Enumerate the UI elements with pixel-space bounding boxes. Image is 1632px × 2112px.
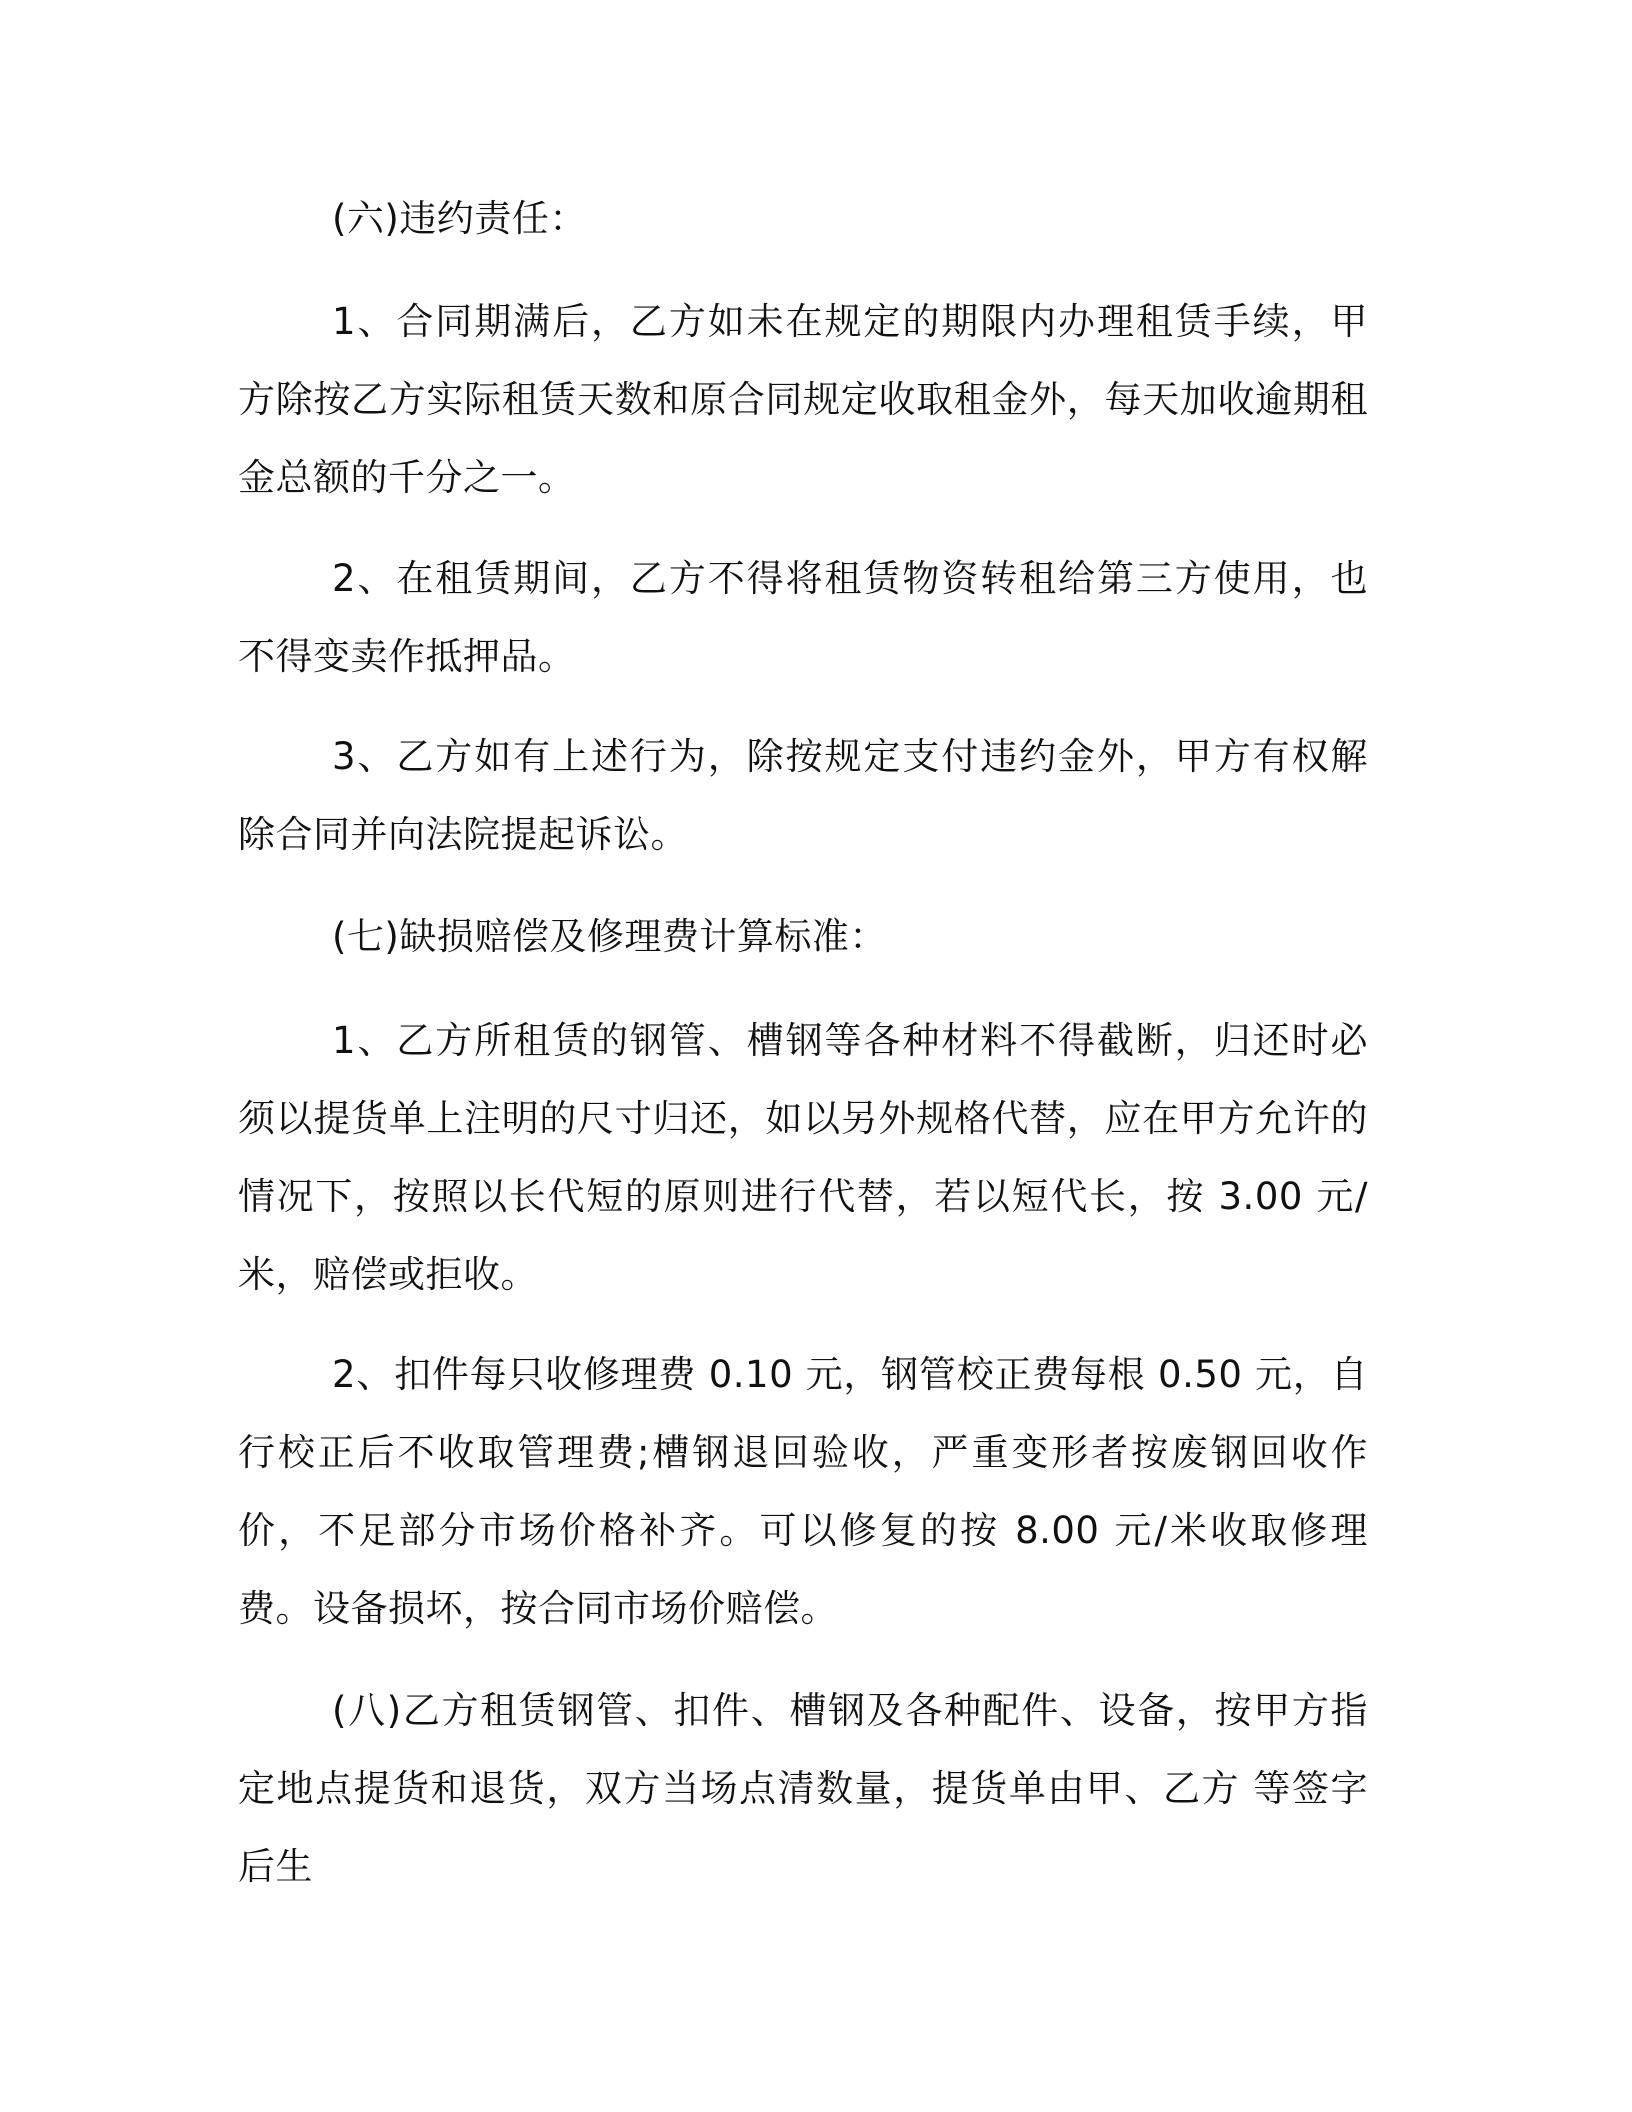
clause-repair-fees: 2、扣件每只收修理费 0.10 元，钢管校正费每根 0.50 元，自行校正后不收取管理费;槽钢退回验收，严重变形者按废钢回收作价，不足部分市场价格补齐。可以修复的按 8.00 元/米收取修理费。设备损坏，按合同市场价赔偿。: [238, 1353, 1368, 1630]
clause-no-sublease: 2、在租赁期间，乙方不得将租赁物资转租给第三方使用，也不得变卖作抵押品。: [238, 557, 1368, 678]
clause-material-cutting: 1、乙方所租赁的钢管、槽钢等各种材料不得截断，归还时必须以提货单上注明的尺寸归还，如以另外规格代替，应在甲方允许的情况下，按照以长代短的原则进行代替，若以短代长，按 3.00 元/米，赔偿或拒收。: [238, 1019, 1368, 1296]
clause-termination-lawsuit: 3、乙方如有上述行为，除按规定支付违约金外，甲方有权解除合同并向法院提起诉讼。: [238, 735, 1368, 856]
section-heading-pickup-return: (八)乙方租赁钢管、扣件、槽钢及各种配件、设备，按甲方指定地点提货和退货，双方当场点清数量，提货单由甲、乙方 等签字后生: [238, 1689, 1368, 1888]
clause-overdue-rent: 1、合同期满后，乙方如未在规定的期限内办理租赁手续，甲方除按乙方实际租赁天数和原合同规定收取租金外，每天加收逾期租金总额的千分之一。: [238, 300, 1368, 499]
section-heading-damage-compensation: (七)缺损赔偿及修理费计算标准：: [332, 915, 887, 958]
section-heading-breach-liability: (六)违约责任：: [332, 197, 587, 240]
